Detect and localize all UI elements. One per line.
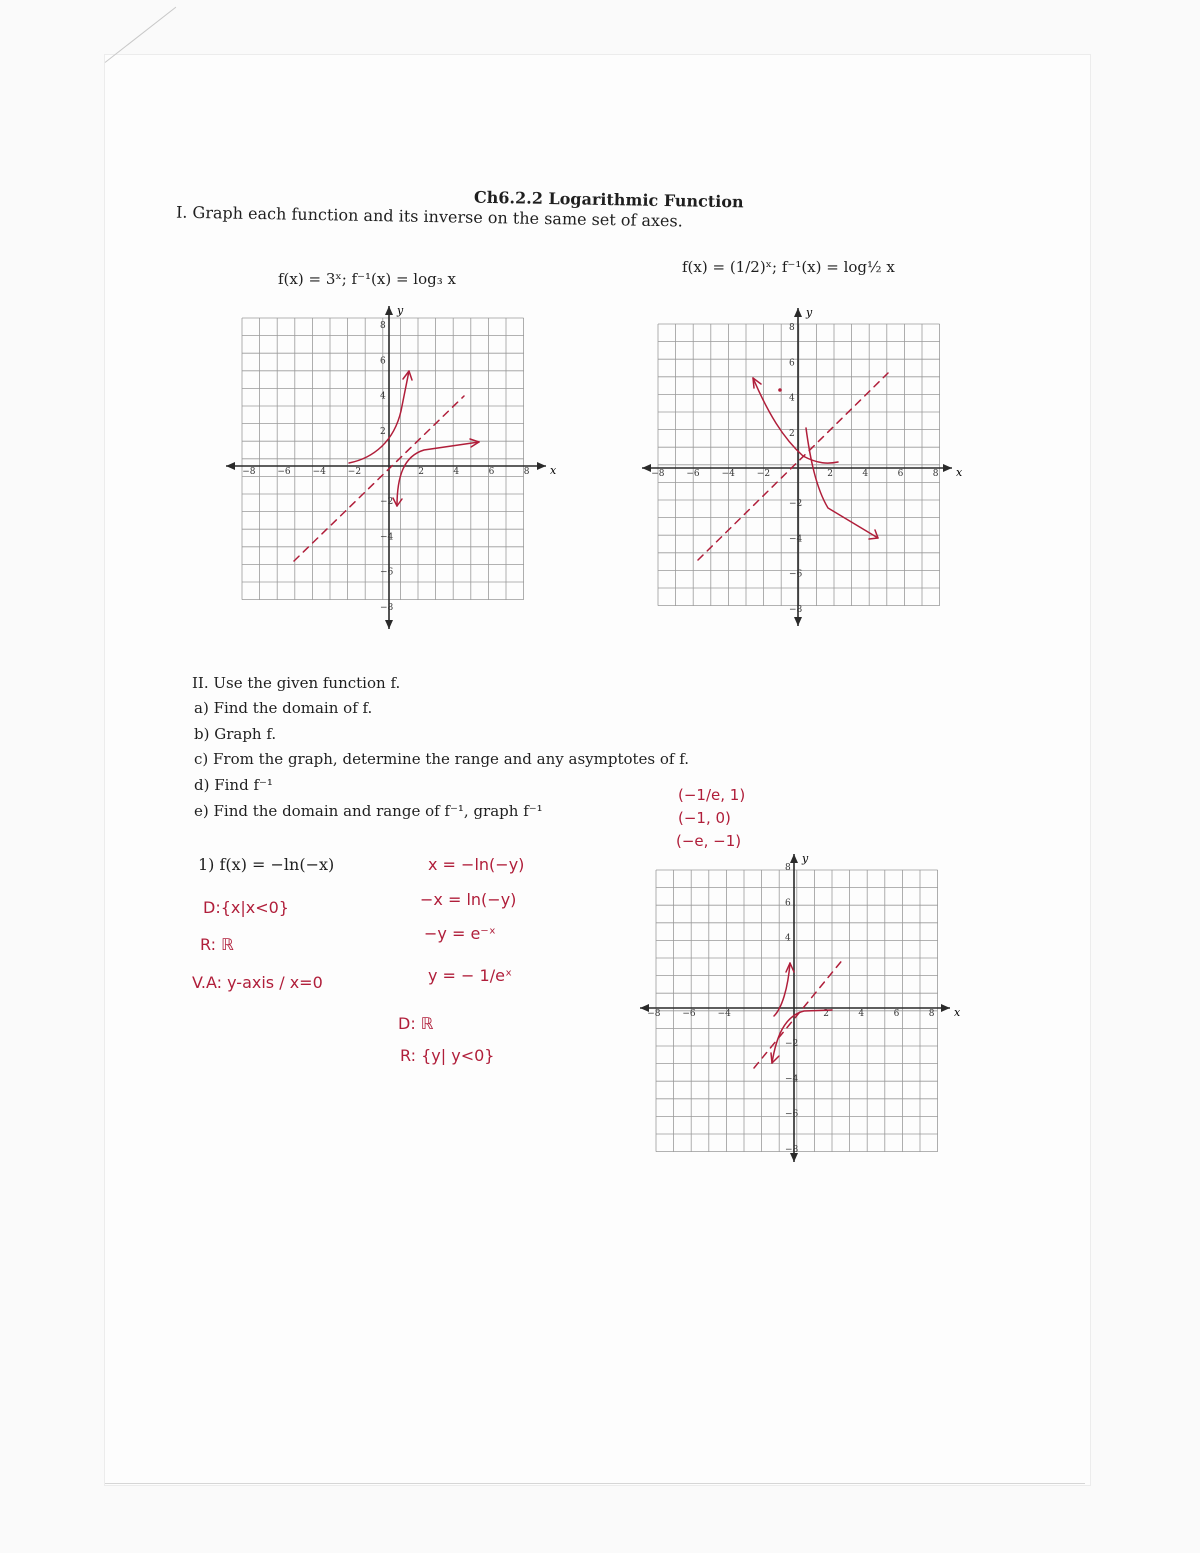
hw-point-2: (−1, 0) (678, 809, 731, 827)
x-tick-label: 4 (858, 1009, 865, 1019)
x-axis-arrow-left (226, 462, 235, 470)
y-axis-arrow-down (794, 617, 802, 626)
x-axis-arrow (941, 1004, 950, 1012)
graph1-svg (222, 300, 562, 635)
y-tick-label: 4 (789, 393, 795, 404)
graph2-label: f(x) = (1/2)ˣ; f⁻¹(x) = log½ x (682, 258, 895, 276)
part2-item-c: c) From the graph, determine the range and any asymptotes of f. (194, 750, 690, 768)
x-tick-label: 2 (418, 467, 424, 477)
y-axis-arrow (790, 854, 798, 863)
x-axis-arrow (537, 462, 546, 470)
part2-item-d: d) Find f⁻¹ (194, 776, 273, 794)
x-tick-label: −6 (682, 1009, 696, 1019)
graph1-x-label: x (550, 464, 557, 477)
graph3-ticks (647, 852, 961, 1155)
hw-vertical-asymptote: V.A: y-axis / x=0 (192, 973, 323, 992)
x-tick-label: 8 (523, 467, 530, 477)
page-title: Ch6.2.2 Logarithmic Function (473, 187, 744, 212)
graph2-svg (638, 302, 968, 632)
y-tick-label: −4 (789, 534, 803, 545)
x-axis-arrow (943, 464, 952, 472)
y-tick-label: −2 (789, 499, 803, 510)
hw-range: R: ℝ (200, 935, 234, 954)
hw-step-1: x = −ln(−y) (428, 855, 525, 874)
y-tick-label: 6 (789, 358, 795, 369)
graph2-ticks (651, 306, 963, 615)
worksheet-page (105, 55, 1090, 1485)
y-tick-label: −8 (380, 602, 394, 613)
y-tick-label: 8 (785, 863, 791, 874)
problem1: 1) f(x) = −ln(−x) (198, 855, 335, 874)
y-tick-label: 6 (785, 898, 791, 909)
x-tick-label: −8 (651, 469, 665, 479)
graph1-label: f(x) = 3ˣ; f⁻¹(x) = log₃ x (278, 270, 456, 288)
x-tick-label: −6 (277, 467, 291, 477)
y-tick-label: 6 (380, 356, 386, 367)
part2-item-a: a) Find the domain of f. (194, 699, 373, 717)
x-tick-label: −8 (242, 467, 256, 477)
hw-step-3: −y = e⁻ˣ (424, 924, 496, 943)
hw-inverse-domain: D: ℝ (398, 1014, 434, 1033)
x-tick-label: 8 (932, 469, 939, 479)
graph3-svg (636, 848, 966, 1168)
y-tick-label: 2 (789, 428, 795, 439)
hw-step-4: y = − 1/eˣ (428, 966, 513, 985)
part2-item-b: b) Graph f. (194, 725, 277, 743)
x-tick-label: −4 (717, 1009, 731, 1019)
x-tick-label: −6 (686, 469, 700, 479)
y-tick-label: −8 (785, 1144, 799, 1155)
y-tick-label: −6 (785, 1109, 799, 1120)
graph3-y-label: y (802, 852, 809, 865)
part2-heading: II. Use the given function f. (192, 674, 401, 692)
graph1-axes (226, 306, 546, 629)
x-tick-label: −4 (721, 469, 735, 479)
x-tick-label: 4 (862, 469, 869, 479)
x-axis-arrow-left (642, 464, 651, 472)
x-tick-label: 8 (928, 1009, 935, 1019)
y-tick-label: 2 (380, 426, 386, 437)
page-bottom-edge (105, 1483, 1085, 1484)
curve-logarithm (397, 442, 479, 506)
x-tick-label: 4 (453, 467, 460, 477)
graph1-y-label: y (397, 304, 404, 317)
hw-inverse-range: R: {y| y<0} (400, 1046, 495, 1065)
x-tick-label: 6 (893, 1009, 900, 1019)
y-axis-arrow (794, 308, 802, 317)
y-axis-arrow-down (385, 620, 393, 629)
arrow-head (771, 1053, 779, 1063)
x-tick-label: −2 (347, 467, 362, 477)
graph3-handwritten-curves (754, 958, 844, 1068)
y-tick-label: 4 (785, 933, 791, 944)
graph2-x-label: x (956, 466, 963, 479)
y-tick-label: −4 (380, 532, 394, 543)
x-tick-label: −8 (647, 1009, 661, 1019)
instruction-text: I. Graph each function and its inverse on the same set of axes. (175, 202, 683, 231)
graph2-y-label: y (806, 306, 813, 319)
curve-half-exponential (753, 378, 838, 463)
y-tick-label: 8 (789, 323, 795, 334)
y-tick-label: 4 (380, 391, 386, 402)
y-tick-label: −6 (789, 569, 803, 580)
x-tick-label: −2 (756, 469, 771, 479)
y-tick-label: −2 (380, 497, 394, 508)
y-tick-label: 8 (380, 321, 386, 332)
x-tick-label: 2 (823, 1009, 829, 1019)
x-tick-label: 6 (488, 467, 495, 477)
x-tick-label: 6 (897, 469, 904, 479)
y-tick-label: −4 (785, 1074, 799, 1085)
x-tick-label: 2 (827, 469, 833, 479)
hw-domain: D:{x|x<0} (203, 898, 289, 917)
plotted-point (778, 388, 782, 392)
y-tick-label: −6 (380, 567, 394, 578)
y-tick-label: −8 (789, 604, 803, 615)
part2-item-e: e) Find the domain and range of f⁻¹, graph f⁻¹ (194, 802, 543, 820)
line-y-equals-x (294, 396, 464, 561)
y-axis-arrow (385, 306, 393, 315)
hw-point-1: (−1/e, 1) (678, 786, 746, 804)
hw-step-2: −x = ln(−y) (420, 890, 517, 909)
graph3-x-label: x (954, 1006, 961, 1019)
hw-point-3: (−e, −1) (676, 832, 742, 850)
y-tick-label: −2 (785, 1039, 799, 1050)
x-tick-label: −4 (312, 467, 326, 477)
